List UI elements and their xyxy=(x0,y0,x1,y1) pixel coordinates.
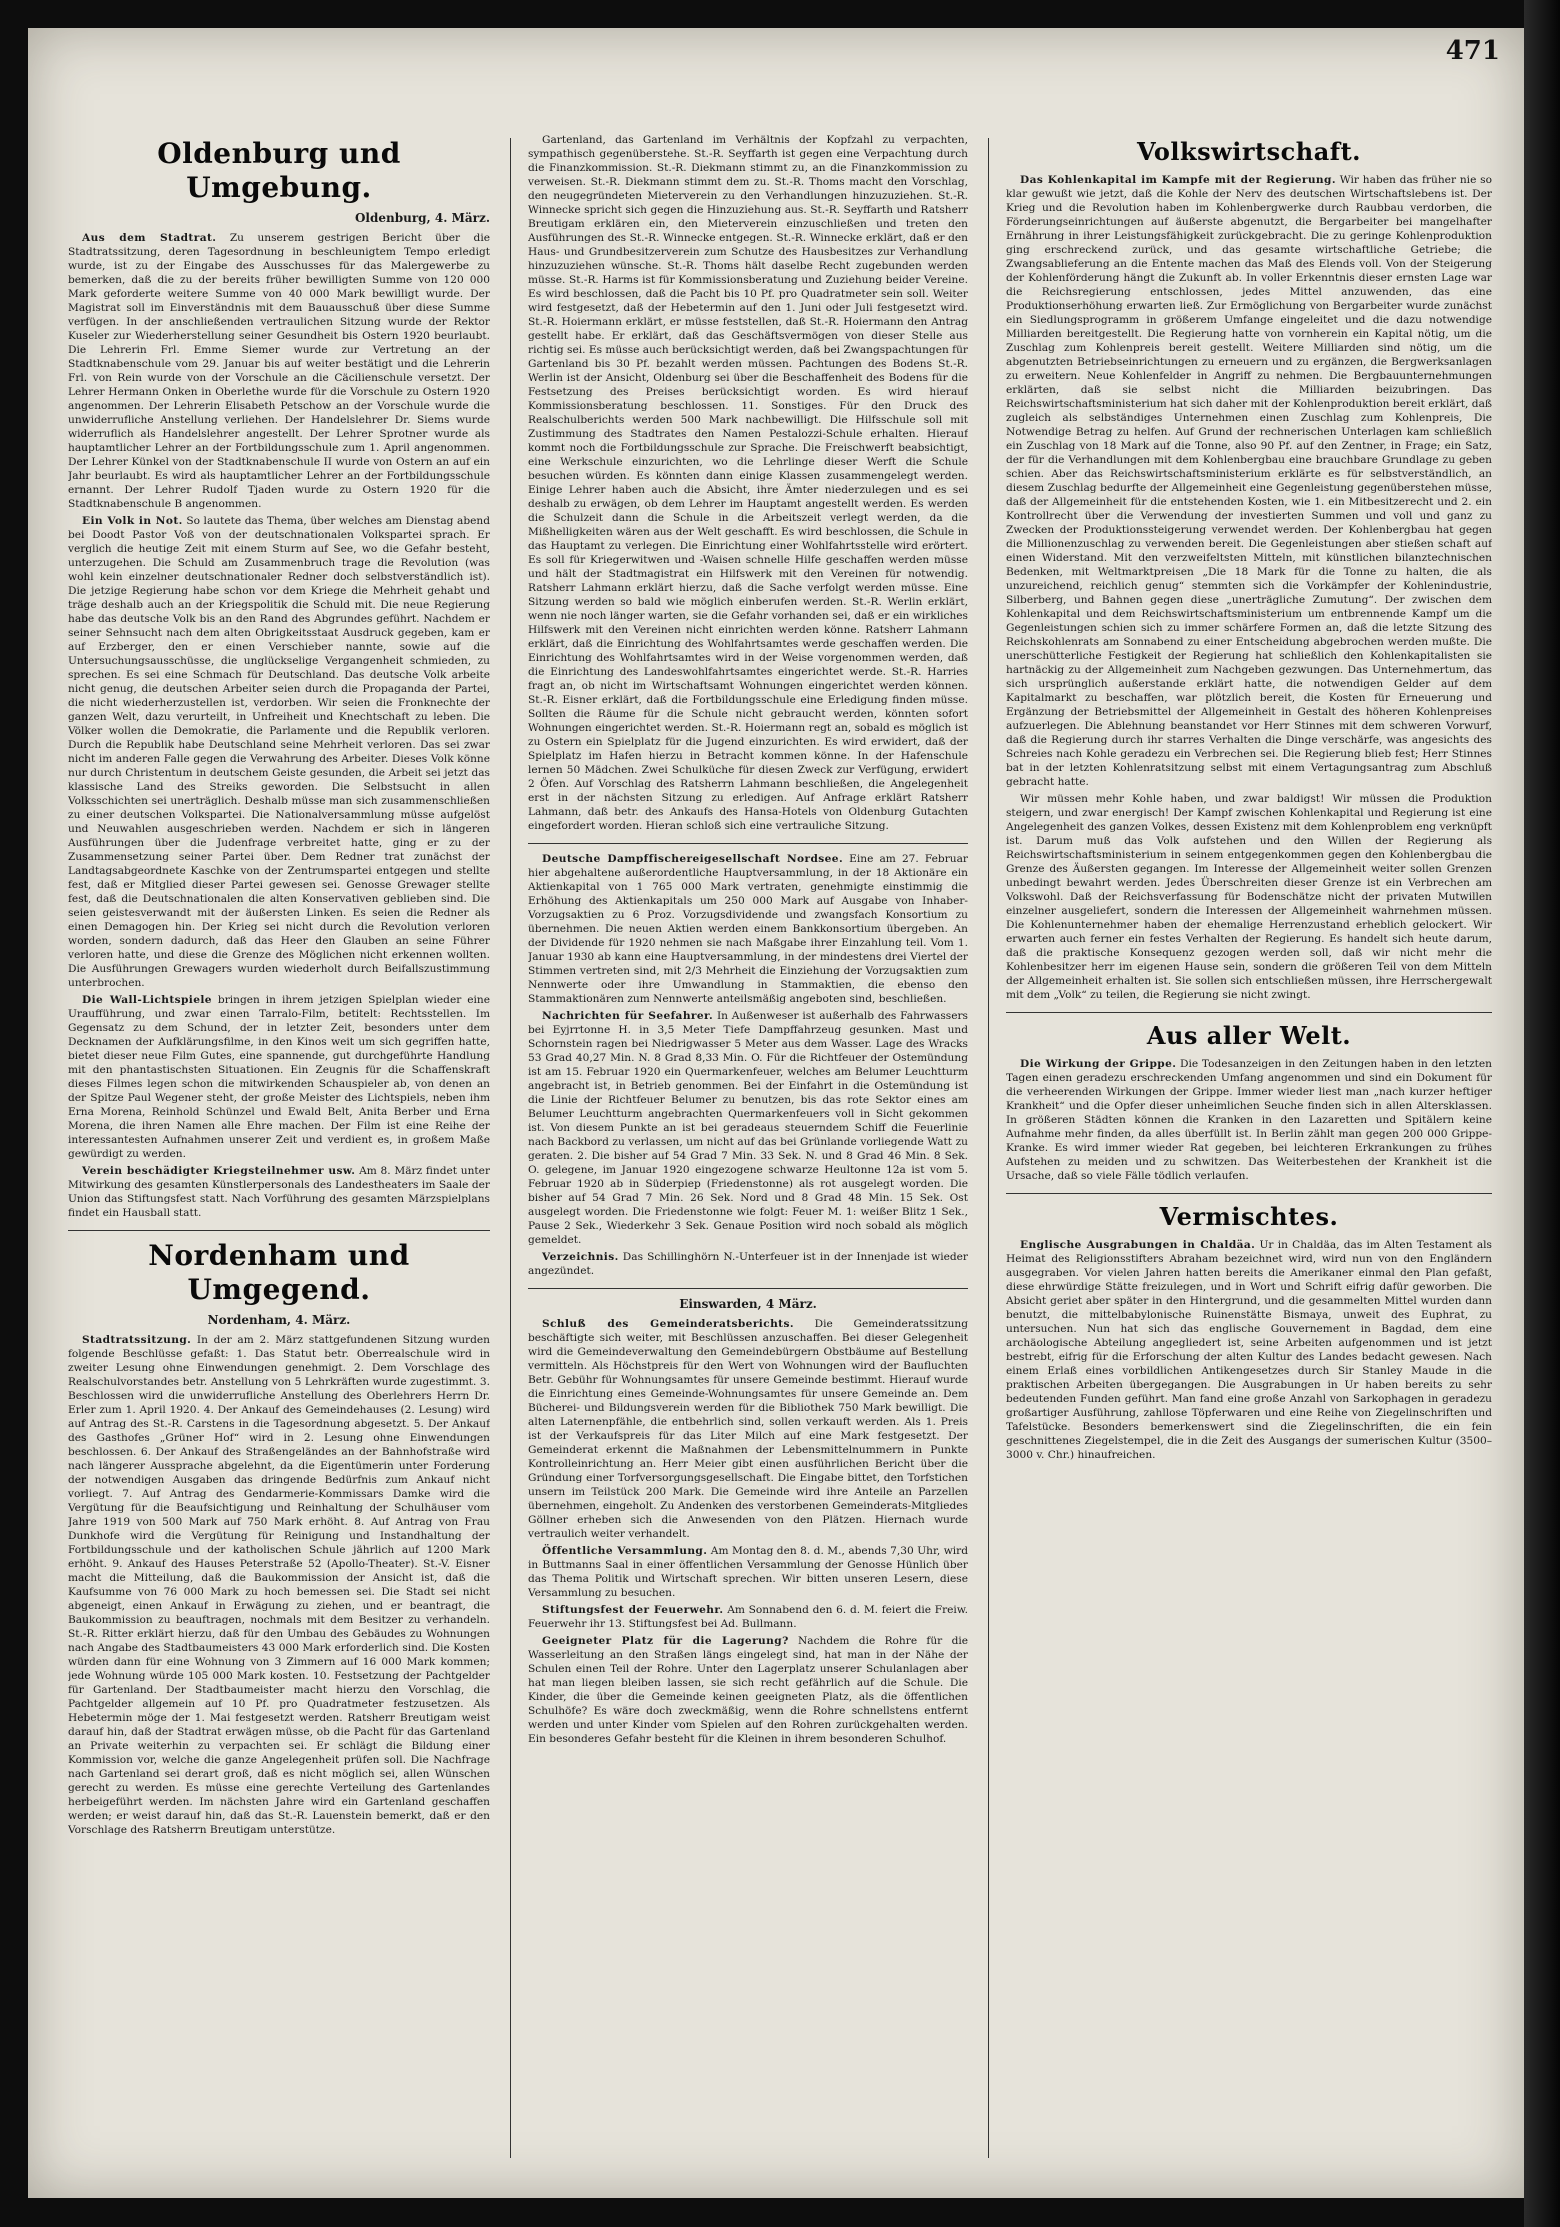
article-body: Zu unserem gestrigen Bericht über die Stadtratssitzung, deren Tagesordnung in beschleunigtem Tempo erledigt wurde, ist zu der Eingabe des Ausschusses für das Malergewerbe zu bemerken, daß die zu der bereits früher bewilligten Summe von 120 000 Mark geforderte weitere Summe von 40 000 Mark bewilligt wurde. Der Magistrat soll im Einverständnis mit dem Bauausschuß über diese Summe verfügen. In der anschließenden vertraulichen Sitzung wurde der Rektor Kuseler zur Wiederherstellung seiner Gesundheit bis Ostern 1920 beurlaubt. Die Lehrerin Frl. Emme Siemer wurde zur Vertretung an der Stadtknabenschule vom 29. Januar bis auf weiter bestätigt und die Lehrerin Frl. von Rein wurde von der Vorschule an die Cäcilienschule versetzt. Der Lehrer Hermann Onken in Oberlethe wurde für die Vorschule zu Ostern 1920 angenommen. Der Lehrerin Elisabeth Petschow an der Vorschule wurde die unwiderrufliche Anstellung verliehen. Der Handelslehrer Dr. Siems wurde widerruflich als Handelslehrer angestellt. Der Lehrer Sprotner wurde als hauptamtlicher Lehrer an der Fortbildungsschule zum 1. April angenommen. Der Lehrer Künkel von der Stadtknabenschule II wurde von Ostern an auf ein Jahr beurlaubt. Es wird als hauptamtlicher Lehrer an der Fortbildungsschule ernannt. Der Lehrer Rudolf Tjaden wurde zu Ostern 1920 für die Stadtknabenschule B angenommen. xyxy=(68,232,490,510)
article xyxy=(528,133,968,833)
article-body: Nachdem die Rohre für die Wasserleitung an den Straßen längs eingelegt sind, hat man in der Nähe der Schulen einen Teil der Rohre. Unter den Lagerplatz unserer Schulanlagen aber hat man liegen bleiben lassen, sie sich recht gefährlich auf die Schule. Die Kinder, die über die Gemeinde keinen geeigneten Platz, als die öffentlichen Schulhöfe? Es wäre doch zweckmäßig, wenn die Rohre schnellstens entfernt werden und unter Kinder vom Spielen auf den Rohren zurückgehalten werden. Ein besonderes Gefahr besteht für die Kleinen in ihrem besonderen Schulhof. xyxy=(528,1635,968,1745)
article xyxy=(1006,1057,1492,1183)
article-body: Am Montag den 8. d. M., abends 7,30 Uhr, wird in Buttmanns Saal in einer öffentlichen Versammlung der Genosse Hünlich über das Thema Politik und Wirtschaft sprechen. Wir bitten unseren Lesern, diese Versammlung zu besuchen. xyxy=(528,1545,968,1599)
section-heading-vermischtes: Vermischtes. xyxy=(1159,1202,1339,1231)
article-lead: Deutsche Dampffischereigesellschaft Nordsee. xyxy=(542,853,844,865)
article-lead: Aus dem Stadtrat. xyxy=(82,232,217,244)
article-lead: Englische Ausgrabungen in Chaldäa. xyxy=(1020,1239,1256,1251)
article-lead: Die Wirkung der Grippe. xyxy=(1020,1058,1177,1070)
article-body: So lautete das Thema, über welches am Dienstag abend bei Doodt Pastor Voß von der deutschnationalen Volkspartei sprach. Er verglich die heutige Zeit mit einem Sturm auf See, wo die Gefahr besteht, unterzugehen. Die Schuld am Zusammenbruch trage die Revolution (was wohl kein einzelner deutschnationaler Redner doch selbstverständlich ist). Die jetzige Regierung habe schon vor dem Kriege die Mehrheit gehabt und träge deshalb auch an der Kriegspolitik die Schuld mit. Die neue Regierung habe das deutsche Volk bis an den Rand des Abgrundes geführt. Nachdem er seiner Sehnsucht nach dem alten Obrigkeitsstaat Ausdruck gegeben, kam er auf Erzberger, den er einen Verschieber nannte, sowie auf die Untersuchungsausschüsse, die unglückselige Vergangenheit schmieden, zu sprechen. Es sei eine Schmach für Deutschland. Das deutsche Volk arbeite nicht genug, die deutschen Arbeiter seien durch die Propaganda der Partei, die nicht wiederherzustellen ist, verdorben. Wir seien die Fronknechte der ganzen Welt, dazu verurteilt, in Unfreiheit und Knechtschaft zu leben. Die Völker wollen die Demokratie, die Parlamente und die Republik verloren. Durch die Republik habe Deutschland seine Mehrheit verloren. Das sei zwar nicht im anderen Falle gegen die Verwahrung des Arbeiter. Dieses Volk könne nur durch Christentum in deutschem Geiste gesunden, die Arbeit sei jetzt das klassische Land des Streiks geworden. Die Selbstsucht in allen Volksschichten sei unerträglich. Deshalb müsse man sich zusammenschließen zu einer deutschen Volkspartei. Die Nationalversammlung müsse aufgelöst und Neuwahlen ausgeschrieben werden. Nachdem er sich in längeren Ausführungen über die Judenfrage verbreitet hatte, ging er zu der Zusammensetzung seiner Partei über. Dem Redner trat zunächst der Landtagsabgeordnete Kaschke von der Zentrumspartei entgegen und stellte fest, daß er Mitglied dieser Partei gewesen sei. Genosse Grewager stellte fest, daß die Deutschnationalen die alten Konservativen geblieben sind. Die seien geistesverwandt mit der äußersten Linken. Es seien die Redner als einen Demagogen hin. Der Krieg sei nicht durch die Revolution verloren worden, sondern dadurch, daß das Heer den Glauben an seine Führer verloren hatte, und diese die Grenze des Möglichen nicht erkennen wollten. Die Ausführungen Grewagers wurden wiederholt durch Beifallszustimmung unterbrochen. xyxy=(68,515,490,989)
column-middle xyxy=(528,133,968,2168)
dateline: Nordenham, 4. März. xyxy=(207,1313,351,1327)
dateline: Oldenburg, 4. März. xyxy=(354,211,490,225)
article-lead: Ein Volk in Not. xyxy=(82,515,183,527)
article xyxy=(528,1009,968,1247)
article xyxy=(1006,792,1492,1002)
article-body: In der am 2. März stattgefundenen Sitzung wurden folgende Beschlüsse gefaßt: 1. Das Statut betr. Oberrealschule wird in zweiter Lesung ohne Einwendungen genehmigt. 2. Dem Vorschlage des Realschulvorstandes betr. Anstellung von 5 Lehrkräften wurde zugestimmt. 3. Beschlossen wird die unwiderrufliche Anstellung des Oberlehrers Herrn Dr. Erler zum 1. April 1920. 4. Der Ankauf des Gemeindehauses (2. Lesung) wird auf Antrag des St.-R. Carstens in die Tagesordnung abgesetzt. 5. Der Ankauf des Gasthofes „Grüner Hof“ wird in 2. Lesung ohne Einwendungen beschlossen. 6. Der Ankauf des Straßengeländes an der Bahnhofstraße wird nach längerer Aussprache abgelehnt, da die Eigentümerin unter Forderung der notwendigen Ausgaben das dringende Bedürfnis zum Ankauf nicht vorliegt. 7. Auf Antrag des Gendarmerie-Kommissars Damke wird die Vergütung für die Beaufsichtigung und Reinhaltung der Schulhäuser vom Jahre 1919 von 500 Mark auf 750 Mark erhöht. 8. Auf Antrag von Frau Dunkhofe wird die Vergütung für Reinigung und Instandhaltung der Fortbildungsschule und der katholischen Schule jährlich auf 1200 Mark erhöht. 9. Ankauf des Hauses Peterstraße 52 (Apollo-Theater). St.-V. Eisner macht die Mitteilung, daß die Baukommission der Ansicht ist, daß die Kaufsumme von 76 000 Mark zu hoch bemessen sei. Die Stadt sei nicht abgeneigt, einen Ankauf in Erwägung zu ziehen, und er beantragt, die Baukommission zu beauftragen, nochmals mit dem Besitzer zu verhandeln. St.-R. Ritter erklärt hierzu, daß für den Umbau des Gebäudes zu Wohnungen nach Angabe des Stadtbaumeisters 43 000 Mark erforderlich sind. Die Kosten würden dann für eine Wohnung von 3 Zimmern auf 16 000 Mark kommen; jede Wohnung würde 105 000 Mark kosten. 10. Festsetzung der Pachtgelder für Gartenland. Der Stadtbaumeister macht hierzu den Vorschlag, die Pachtgelder allgemein auf 10 Pf. pro Quadratmeter festzusetzen. Als Hebetermin möge der 1. Mai festgesetzt werden. Ratsherr Breutigam weist darauf hin, daß der Stadtrat erwägen müsse, ob die Pacht für das Gartenland an Private weiterhin zu verpachten sei. Er schlägt die Bildung einer Kommission vor, welche die ganze Angelegenheit prüfen soll. Die Nachfrage nach Gartenland sei derart groß, daß es nicht möglich sei, allen Wünschen gerecht zu werden. Es müsse eine gerechte Verteilung des Gartenlandes herbeigeführt werden. Im nächsten Jahre wird ein Gartenland geschaffen werden; er weist darauf hin, daß das St.-R. Lauenstein bemerkt, daß er den Vorschlage des Ratsherrn Breutigam unterstütze. xyxy=(68,1334,490,1836)
article-lead: Stiftungsfest der Feuerwehr. xyxy=(542,1604,724,1616)
article-body: bringen in ihrem jetzigen Spielplan wieder eine Uraufführung, und zwar einen Tarralo-Film, betitelt: Rechtsstellen. Im Gegensatz zu dem Schund, der in letzter Zeit, besonders unter dem Decknamen der Aufklärungsfilme, in den Kinos weit um sich gegriffen hatte, bietet dieser neue Film Gutes, eine spannende, gut durchgeführte Handlung mit den phantastischsten Situationen. Ein Zeugnis für die Schaffenskraft dieses Filmes legen schon die mitwirkenden Schauspieler ab, von denen an der Spitze Paul Wegener steht, der große Meister des Lichtspiels, neben ihm Erna Morena, Reinhold Schünzel und Ewald Belt, Anita Berber und Erna Morena, die ihren Namen alle Ehre machen. Der Film ist eine Reihe der interessantesten Aufnahmen unserer Zeit und verdient es, in großem Maße gewürdigt zu werden. xyxy=(68,994,490,1160)
article-lead: Geeigneter Platz für die Lagerung? xyxy=(542,1635,789,1647)
article xyxy=(1006,173,1492,789)
section-divider xyxy=(1006,1012,1492,1013)
column-right xyxy=(1006,133,1492,2168)
section-divider xyxy=(1006,1193,1492,1194)
article-lead: Öffentliche Versammlung. xyxy=(542,1545,708,1557)
dateline: Einswarden, 4 März. xyxy=(679,1297,817,1311)
column-rule xyxy=(988,138,989,2158)
column-left xyxy=(68,133,490,2168)
article-lead: Das Kohlenkapital im Kampfe mit der Regierung. xyxy=(1020,174,1336,186)
article-body: In Außenweser ist außerhalb des Fahrwassers bei Eyjrrtonne H. in 3,5 Meter Tiefe Dampffahrzeug gesunken. Mast und Schornstein ragen bei Niedrigwasser 5 Meter aus dem Wasser. Lage des Wracks 53 Grad 40,27 Min. N. 8 Grad 8,33 Min. O. Für die Richtfeuer der Ostemündung ist am 15. Februar 1920 ein Quermarkenfeuer, welches am Belumer Leuchtturm angebracht ist, in Betrieb genommen. Bei der Einfahrt in die Ostemündung ist die Linie der Richtfeuer Belumer zu benutzen, bis das rote Sektor eines am Belumer Leuchtturm angebrachten Quermarkenfeuers voll in Sicht gekommen ist. Von diesem Punkte an ist bei geradeaus steuerndem Schiff die Feuerlinie nach Backbord zu verlassen, um nicht auf das bei Grünlande vorliegende Watt zu geraten. 2. Die bisher auf 54 Grad 7 Min. 33 Sek. N. und 8 Grad 46 Min. 8 Sek. O. gelegene, im Januar 1920 eingezogene schwarze Heultonne 12a ist vom 5. Februar 1920 ab in Süderpiep (Friedenstonne) als rot ausgelegt worden. Die bisher auf 54 Grad 7 Min. 26 Sek. Nord und 8 Grad 48 Min. 15 Sek. Ost ausgelegt worden. Die Friedenstonne wie folgt: Feuer M. 1: weißer Blitz 1 Sek., Pause 2 Sek., Wiederkehr 3 Sek. Genaue Position wird noch sobald als möglich gemeldet. xyxy=(528,1010,968,1246)
article xyxy=(68,993,490,1161)
section-divider xyxy=(68,1230,490,1231)
article xyxy=(68,514,490,990)
article-lead: Schluß des Gemeinderatsberichts. xyxy=(542,1318,794,1330)
article xyxy=(68,231,490,511)
article-body: Das Schillinghörn N.-Unterfeuer ist in der Innenjade ist wieder angezündet. xyxy=(528,1251,968,1277)
article-body: Die Todesanzeigen in den Zeitungen haben in den letzten Tagen einen geradezu erschreckenden Umfang angenommen und sind ein Dokument für die verheerenden Wirkungen der Grippe. Immer wieder liest man „nach kurzer heftiger Krankheit“ und die Opfer dieser unheimlichen Seuche finden sich in allen Altersklassen. In größeren Städten können die Kranken in den Lazaretten und Spitälern keine Aufnahme mehr finden, da alles überfüllt ist. In Berlin zählt man gegen 200 000 Grippe-Kranke. Es wird immer wieder Rat gegeben, bei leichteren Erkrankungen zu frühes Aufstehen zu meiden und zu schwitzen. Das Weiterbestehen der Krankheit ist die Ursache, daß so viele Fälle tödlich verlaufen. xyxy=(1006,1058,1492,1182)
article-lead: Stadtratssitzung. xyxy=(82,1334,192,1346)
section-heading-nordenham: Nordenham und Umgegend. xyxy=(148,1239,410,1306)
article xyxy=(68,1164,490,1220)
article-body: Am 8. März findet unter Mitwirkung des gesamten Künstlerpersonals des Landestheaters im Saale der Union das Stiftungsfest statt. Nach Vorführung des gesamten Märzspielplans findet ein Hausball statt. xyxy=(68,1165,490,1219)
section-divider xyxy=(528,1288,968,1289)
article-lead: Die Wall-Lichtspiele xyxy=(82,994,212,1006)
article-body: Ur in Chaldäa, das im Alten Testament als Heimat des Religionsstifters Abraham bezeichnet wird, wird nun von den Engländern ausgegraben. Vor vielen Jahren hatten bereits die Amerikaner einmal den Plan gefaßt, diese ehrwürdige Stätte freizulegen, und in Wort und Schrift eifrig dafür geworben. Die Absicht geriet aber später in den Hintergrund, und die gesammelten Mittel wurden dann benutzt, die mittelbabylonische Ruinenstätte Bismaya, unweit des Euphrat, zu untersuchen. Nun hat sich das englische Gouvernement in Bagdad, dem eine archäologische Abteilung angegliedert ist, seine Arbeiten aufgenommen und ist jetzt bestrebt, eifrig für die Erforschung der alten Kultur des Landes bedacht gewesen. Nach einem Erlaß eines vorbildlichen Antikengesetzes durch Sir Stanley Maude in die praktischen Arbeiten übergegangen. Die Ausgrabungen in Ur haben bereits zu sehr bedeutenden Funden geführt. Man fand eine große Anzahl von Sarkophagen in geradezu großartiger Ausführung, zahllose Töpferwaren und eine Reihe von Ziegelinschriften und Tafelstücke. Besonders bemerkenswert sind die Ziegelinschriften, die ein fein geschnittenes Ziegelstempel, die in die Zeit des Ausgangs der sumerischen Kultur (3500–3000 v. Chr.) hinaufreichen. xyxy=(1006,1239,1492,1461)
article xyxy=(68,1333,490,1837)
book-spine xyxy=(1524,0,1560,2227)
article xyxy=(528,1250,968,1278)
section-divider xyxy=(528,843,968,844)
page-number: 471 xyxy=(1445,36,1500,66)
article-body: Wir haben das früher nie so klar gewußt wie jetzt, daß die Kohle der Nerv des deutschen Wirtschaftslebens ist. Der Krieg und die Revolution haben im Kohlenbergwerke durch Raubbau verdorben, die Förderungseinrichtungen auf äußerste abgenutzt, die Bergarbeiter bei mangelhafter Ernährung in ihrer Leistungsfähigkeit zurückgebracht. Die zu geringe Kohlenproduktion ging erschreckend zurück, und das gesamte wirtschaftliche Getriebe; die Zwangsablieferung an die Entente machen das Maß des Elends voll. Von der Steigerung der Kohlenförderung hängt die Zukunft ab. In voller Erkenntnis dieser ernsten Lage war die Reichsregierung entschlossen, jedes Mittel anzuwenden, das eine Produktionserhöhung erwarten ließ. Zur Ermöglichung von Bergarbeiter wurde zunächst ein Siedlungsprogramm in größerem Umfange eingeleitet und die dazu notwendige Milliarden bereitgestellt. Die Regierung hatte von vornherein ein Kapital nötig, um die Zuschlag zum Kohlenpreis bereit gestellt. Weitere Milliarden sind nötig, um die abgenutzten Betriebseinrichtungen zu erneuern und zu ergänzen, die Bergwerksanlagen zu erweitern. Neue Kohlenfelder in Angriff zu nehmen. Die Bergbauunternehmungen erklärten, daß sie selbst nicht die Milliarden beizubringen. Das Reichswirtschaftsministerium hat sich daher mit der Kohlenproduktion bereit erklärt, daß zugleich als selbständiges Unternehmen einen Zuschlag zum Kohlenpreis, Die Notwendige Betrag zu helfen. Auf Grund der rechnerischen Unterlagen kam schließlich ein Zuschlag von 18 Mark auf die Tonne, also 90 Pf. auf den Zentner, in Frage; ein Satz, der für die Verhandlungen mit dem Kohlenbergbau eine brauchbare Grundlage zu geben schien. Aber das Reichswirtschaftsministerium erklärte es für selbstverständlich, an diesem Zuschlag bedurfte der Allgemeinheit eine Gegenleistung gegenüberstehen müsse, daß der Allgemeinheit für die entstehenden Kosten, wie 1. ein Mitbesitzerecht und 2. ein Kontrollrecht über die Verwendung der investierten Summen und voll und ganz zu Zwecken der Produktionssteigerung verwendet werden. Der Kohlenbergbau hat gegen die Millionenzuschlag zu verwenden bereit. Die Gegenleistungen aber stießen schaft auf einen Widerstand. Mit den verzweifeltsten Mitteln, mit künstlichen bilanztechnischen Bedenken, mit Weltmarktpreisen „Die 18 Mark für die Tonne zu halten, die als unzureichend, reichlich genug“ stemmten sich die Vorkämpfer der Kohlenindustrie, Silberberg, und Bahnen gegen diese „unerträgliche Zumutung“. Der zwischen dem Kohlenkapital und dem Reichswirtschaftsministerium um entbrennende Kampf um die Gegenleistungen schien sich zu immer schärfere Formen an, daß die letzte Sitzung des Reichskohlenrats am Sonnabend zu einer Entscheidung abgebrochen werden mußte. Die unerschütterliche Festigkeit der Regierung hat schließlich den Kohlenkapitalisten sie hartnäckig zu der Allgemeinheit zum Nachgeben gezwungen. Das Unternehmertum, das sich ursprünglich außerstande erklärt hatte, die notwendigen Gelder auf dem Kapitalmarkt zu beschaffen, war plötzlich bereit, die Kosten für Erneuerung und Ergänzung der Betriebsmittel der Allgemeinheit in Gestalt des höheren Kohlenpreises aufzuerlegen. Die Ablehnung beanstandet vor Herr Stinnes mit dem schweren Vorwurf, daß die Regierung durch ihr starres Verhalten die Dinge verschärfe, was angesichts des Schreies nach Kohle geradezu ein Verbrechen sei. Die Regierung blieb fest; Herr Stinnes bat in der letzten Kohlenratsitzung selbst mit einem Vertagungsantrag zum Abschluß gebracht hatte. xyxy=(1006,174,1492,788)
column-rule xyxy=(510,138,511,2158)
article xyxy=(528,1317,968,1541)
article-lead: Nachrichten für Seefahrer. xyxy=(542,1010,714,1022)
article xyxy=(528,852,968,1006)
article-lead: Verzeichnis. xyxy=(542,1251,619,1263)
article xyxy=(528,1544,968,1600)
section-heading-oldenburg: Oldenburg und Umgebung. xyxy=(157,137,401,204)
article-body: Gartenland, das Gartenland im Verhältnis der Kopfzahl zu verpachten, sympathisch gegenüberstehe. St.-R. Seyffarth ist gegen eine Verpachtung durch die Finanzkommission. St.-R. Diekmann stimmt zu, an die Finanzkommission zu verweisen. St.-R. Diekmann stimmt dem zu. St.-R. Thoms macht den Vorschlag, den neugegründeten Mieterverein zu den Verhandlungen hinzuzuziehen. St.-R. Winnecke spricht sich gegen die Hinzuziehung aus. St.-R. Seyffarth und Ratsherr Breutigam erklären ein, den Mieterverein einzuschließen und treten den Ausführungen des St.-R. Winnecke entgegen. St.-R. Winnecke erklärt, daß er den Haus- und Grundbesitzerverein zum Schutze des Hausbesitzes zur Verhandlung hinzuzuziehen wünsche. St.-R. Thoms hält daselbe Recht zugebunden werden müsse. St.-R. Harms ist für Kommissionsberatung und Zuziehung beider Vereine. Es wird beschlossen, daß die Pacht bis 10 Pf. pro Quadratmeter sein soll. Weiter wird festgesetzt, daß der Hebetermin auf den 1. Juni oder Juli festgesetzt wird. St.-R. Hoiermann erklärt, er müsse feststellen, daß St.-R. Hoiermann den Antrag gestellt habe. Er erklärt, daß das Geschäftsvermögen von dieser Stelle aus richtig sei. Es müsse auch berücksichtigt werden, daß bei Zwangspachtungen für Gartenland bis 30 Pf. bezahlt werden müssen. Pachtungen des Bodens St.-R. Werlin ist der Ansicht, Oldenburg sei über die Beschaffenheit des Bodens für die Festsetzung des Preises berücksichtigt worden. Es wird hierauf Kommissionsberatung beschlossen. 11. Sonstiges. Für den Druck des Realschulberichts werden 500 Mark nachbewilligt. Die Hilfsschule soll mit Zustimmung des Stadtrates den Namen Pestalozzi-Schule erhalten. Hierauf kommt noch die Fortbildungsschule zur Sprache. Die Freischwerft beabsichtigt, eine Werkschule einzurichten, wo die Lehrlinge dieser Werft die Schule besuchen würden. Es könnten dann einige Klassen zusammengelegt werden. Einige Lehrer haben auch die Absicht, ihre Ämter niederzulegen und es sei deshalb zu erwägen, ob dem Lehrer im Hauptamt angestellt werden. Es werden die Schulzeit dann die Schule in die Arbeitszeit verlegt werden, da die Mißhelligkeiten wären aus der Welt geschafft. Es wird beschlossen, die Schule in das Hauptamt zu verlegen. Die Einrichtung einer Wohlfahrtsstelle wird erörtert. Es soll für Kriegerwitwen und -Waisen schnelle Hilfe geschaffen werden müsse und hält der Stadtmagistrat ein Hilfswerk mit den Vereinen für notwendig. Ratsherr Lahmann erklärt hierzu, daß die Sache verfolgt werden müsse. Eine Sitzung werden so bald wie möglich einberufen werden. St.-R. Werlin erklärt, wenn nie noch länger warten, sie die Gefahr vorhanden sei, daß er ein wirkliches Hilfswerk mit den Vereinen nicht einrichten werden könne. Ratsherr Lahmann erklärt, daß die Einrichtung des Wohlfahrtsamtes werde geschaffen werden. Die Einrichtung des Wohlfahrtsamtes wird in der Weise vorgenommen werden, daß die Einrichtung des Landeswohlfahrtsamtes eingerichtet werde. St.-R. Harries fragt an, ob nicht im Wirtschaftsamt Wohnungen eingerichtet werden können. St.-R. Eisner erklärt, daß die Fortbildungsschule eine Erledigung finden müsse. Sollten die Räume für die Schule nicht gebraucht werden, könnten sofort Wohnungen eingerichtet werden. St.-R. Hoiermann regt an, sobald es möglich ist zu Ostern ein Spielplatz für die Jugend einzurichten. Es wird erwidert, daß der Spielplatz im Hafen hierzu in Betracht kommen könne. In der Hafenschule lernen 50 Mädchen. Zwei Schulküche für diesen Zweck zur Verfügung, erwidert 2 Öfen. Auf Vorschlag des Ratsherrn Lahmann beschließen, die Angelegenheit erst in der nächsten Sitzung zu erledigen. Auf Anfrage erklärt Ratsherr Lahmann, daß betr. des Ankaufs des Hansa-Hotels von Oldenburg Gutachten eingefordert worden. Hieran schloß sich eine vertrauliche Sitzung. xyxy=(528,134,968,832)
article-body: Eine am 27. Februar hier abgehaltene außerordentliche Hauptversammlung, in der 18 Aktionäre ein Aktienkapital von 1 765 000 Mark vertraten, genehmigte einstimmig die Erhöhung des Aktienkapitals um 250 000 Mark auf Ausgabe von Inhaber-Vorzugsaktien zu 6 Proz. Vorzugsdividende und zwangsfach Konsortium zu übernehmen. Die neuen Aktien werden einem Bankkonsortium übergeben. An der Dividende für 1920 nehmen sie nach Maßgabe ihrer Einzahlung teil. Vom 1. Januar 1930 ab kann eine Hauptversammlung, in der mindestens drei Viertel der Stimmen vertreten sind, mit 2/3 Mehrheit die Einziehung der Vorzugsaktien zum Nennwerte oder ihre Umwandlung in Stammaktien, die ebenso den Stammaktionären zum Nennwerte anteilsmäßig angeboten sind, beschließen. xyxy=(528,853,968,1005)
article xyxy=(528,1603,968,1631)
newspaper-page xyxy=(28,28,1524,2198)
article-body: Am Sonnabend den 6. d. M. feiert die Freiw. Feuerwehr ihr 13. Stiftungsfest bei Ad. Bullmann. xyxy=(528,1604,968,1630)
article xyxy=(1006,1238,1492,1462)
article xyxy=(528,1634,968,1746)
article-lead: Verein beschädigter Kriegsteilnehmer usw. xyxy=(82,1165,356,1177)
article-body: Die Gemeinderatssitzung beschäftigte sich weiter, mit Beschlüssen anzuschaffen. Bei dieser Gelegenheit wird die Gemeindeverwaltung den Gemeindebürgern Obstbäume auf Bestellung vermitteln. Als Höchstpreis für den Wert von Wohnungen wird der Baufluchten Betr. Gebühr für Wohnungsamtes für unsere Gemeinde bestimmt. Hierauf wurde die Einrichtung eines Gemeinde-Wohnungsamtes für unsere Gemeinde an. Dem Bücherei- und Bildungsverein werden für die Bibliothek 750 Mark bewilligt. Die alten Laternenpfähle, die entbehrlich sind, sollen verkauft werden. Als 1. Preis ist der Verkaufspreis für das Liter Milch auf eine Mark festgesetzt. Der Gemeinderat erkennt die Maßnahmen der Lebensmittelnummern in Punkte Kontrolleinrichtung an. Herr Meier gibt einen ausführlichen Bericht über die Gründung einer Torfversorgungsgesellschaft. Die Eingabe bittet, den Torfstichen unsern im Teilstück 200 Mark. Die Gemeinde wird ihre Anteile an Parzellen übernehmen, eingeholt. Zu Andenken des verstorbenen Gemeinderats-Mitgliedes Göllner erheben sich die Anwesenden von den Plätzen. Hiernach wurde vertraulich weiter verhandelt. xyxy=(528,1318,968,1540)
article-body: Wir müssen mehr Kohle haben, und zwar baldigst! Wir müssen die Produktion steigern, und zwar energisch! Der Kampf zwischen Kohlenkapital und Regierung ist eine Angelegenheit des ganzen Volkes, dessen Existenz mit dem Kohlenproblem eng verknüpft ist. Darum muß das Volk aufstehen und den Willen der Regierung als Reichswirtschaftsministerium in seinem entgegenkommen gegen den Kohlenbergbau die Grenze des Äußersten gegangen. Im Interesse der Allgemeinheit weiter sollen Grenzen unbedingt bewahrt werden. Jedes Überschreiten dieser Grenze ist ein Verbrechen am Volkswohl. Daß der Reichsverfassung für Bodenschätze nicht der privaten Mutwillen einzelner ausgeliefert, sondern die Interessen der Allgemeinheit wahrnehmen müssen. Die Kohlenunternehmer haben der ehemalige Herrenzustand erheblich gelockert. Wir erwarten auch ferner ein festes Verhalten der Regierung. Es handelt sich heute darum, daß die praktische Konsequenz gezogen werden soll, daß wir nicht mehr die Kohlenbesitzer herr im eigenen Hause sein, sondern die größeren Teil von dem Mitteln der Allgemeinheit erhalten ist. Sie sollen sich entschließen müssen, ihre Herrschergewalt mit dem „Volk“ zu teilen, die Regierung sie nicht zwingt. xyxy=(1006,793,1492,1001)
section-heading-volkswirtschaft: Volkswirtschaft. xyxy=(1136,137,1362,166)
section-heading-aus-aller-welt: Aus aller Welt. xyxy=(1146,1021,1352,1050)
